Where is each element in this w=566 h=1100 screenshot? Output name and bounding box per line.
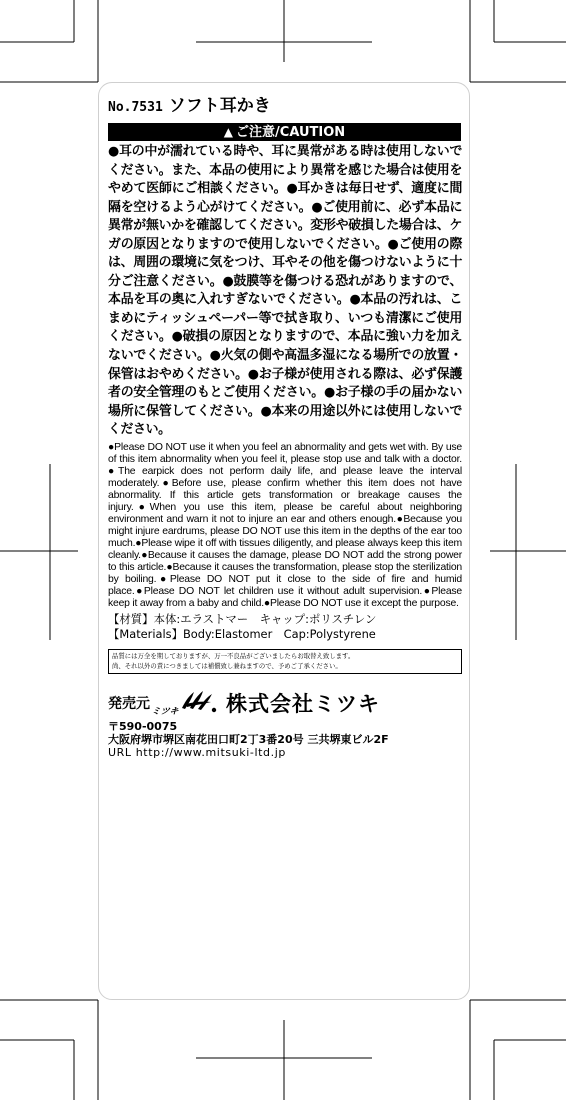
warning-triangle-icon: ▲ bbox=[223, 125, 234, 139]
materials-english: 【Materials】Body:Elastomer Cap:Polystyrene bbox=[108, 627, 376, 642]
jp-warning: ●お子様が使用される際は、必ず保護者の安全管理のもとご使用ください。 bbox=[108, 366, 462, 401]
mitsuki-logo bbox=[150, 690, 224, 718]
jp-warning: ●本来の用途以外には使用しないでください。 bbox=[108, 403, 462, 438]
company-url: URL http://www.mitsuki-ltd.jp bbox=[108, 746, 286, 760]
en-warning: ●Because you might injure eardrums, please DO NOT use this item in the depths of the ear too much. bbox=[108, 514, 463, 550]
jp-warning: ●ご使用の際は、周囲の環境に気をつけ、耳やその他を傷つけないように十分ご注意ください。 bbox=[108, 236, 462, 289]
jp-warning: ●お子様の手の届かない場所に保管してください。 bbox=[108, 385, 462, 419]
en-warning: ●Please wipe it off with tissues diligently, and please always keep this item cleanly. bbox=[108, 538, 462, 562]
en-warning: ●Please DO NOT put it close to the side of fire and humid place. bbox=[108, 574, 462, 598]
en-warning: ●Please DO NOT let children use it without adult supervision. bbox=[134, 586, 423, 598]
quality-notice-line: 尚、それ以外の責につきましては補償致し兼ねますので、予めご了承ください。 bbox=[112, 661, 342, 670]
jp-warning: ●鼓膜等を傷つける恐れがありますので、本品を耳の奥に入れすぎないでください。 bbox=[108, 273, 462, 308]
jp-warning: ●耳の中が濡れている時や、耳に異常がある時は使用しないでください。また、本品の使用により異常を感じた場合は使用をやめて医師にご相談ください。 bbox=[108, 144, 462, 197]
logo-text: ミツキ bbox=[150, 707, 180, 718]
product-name: ソフト耳かき bbox=[168, 96, 271, 116]
en-warning: ●Before use, please confirm whether this item does not have abnormality. If this article gets transformation or breakage causes the injury. bbox=[108, 477, 462, 513]
postal-code: 〒590-0075 bbox=[108, 720, 178, 734]
logo-mark bbox=[182, 691, 216, 712]
en-warning: ●Please DO NOT use it except the purpose. bbox=[263, 598, 459, 610]
en-warning: ●Please DO NOT use it when you feel an abnormality and gets wet with. By use of this item abnormality when you feel it, please stop use and talk with a doctor. bbox=[108, 441, 462, 465]
en-warning: ●Because it causes the transformation, please stop the sterilization by boiling. bbox=[108, 562, 462, 586]
jp-warning: ●破損の原因となりますので、本品に強い力を加えないでください。 bbox=[108, 329, 462, 364]
seller-row bbox=[108, 688, 462, 718]
english-warnings bbox=[108, 442, 462, 611]
materials-japanese: 【材質】本体:エラストマー キャップ:ポリスチレン bbox=[108, 612, 377, 627]
en-warning: ●Please keep it away from a baby and child. bbox=[108, 586, 462, 610]
jp-warning: ●ご使用前に、必ず本品に異常が無いかを確認してください。変形や破損した場合は、ケガの原因となりますので使用しないでください。 bbox=[108, 199, 462, 252]
en-warning: ●When you use this item, please be careful about neighboring environment and warn it not to injure an ear and others enough. bbox=[108, 501, 462, 526]
product-number: No.7531 bbox=[108, 100, 163, 115]
japanese-warnings bbox=[108, 143, 462, 440]
jp-warning: ●耳かきは毎日せず、適度に間隔を空けるよう心がけてください。 bbox=[108, 181, 462, 215]
jp-warning: ●火気の側や高温多湿になる場所での放置・保管はおやめください。 bbox=[108, 348, 463, 382]
quality-notice bbox=[108, 649, 462, 674]
en-warning: ●Because it causes the damage, please DO NOT add the strong power to this article. bbox=[108, 550, 462, 574]
company-name: 株式会社ミツキ bbox=[226, 692, 380, 717]
caution-banner bbox=[108, 123, 461, 141]
caution-banner-text: ご注意/CAUTION bbox=[236, 125, 346, 140]
product-title bbox=[108, 95, 462, 119]
quality-notice-line: 品質には万全を期しておりますが、万一不良品がございましたらお取替え致します。 bbox=[112, 652, 355, 661]
product-label bbox=[98, 82, 470, 1000]
en-warning: ●The earpick does not perform daily life, and please leave the interval moderately. bbox=[108, 465, 462, 489]
company-address: 大阪府堺市堺区南花田口町2丁3番20号 三共堺東ビル2F bbox=[108, 733, 389, 747]
jp-warning: ●本品の汚れは、こまめにティッシュペーパー等で拭き取り、いつも清潔にご使用ください。 bbox=[108, 292, 462, 345]
seller-label: 発売元 bbox=[108, 696, 150, 713]
